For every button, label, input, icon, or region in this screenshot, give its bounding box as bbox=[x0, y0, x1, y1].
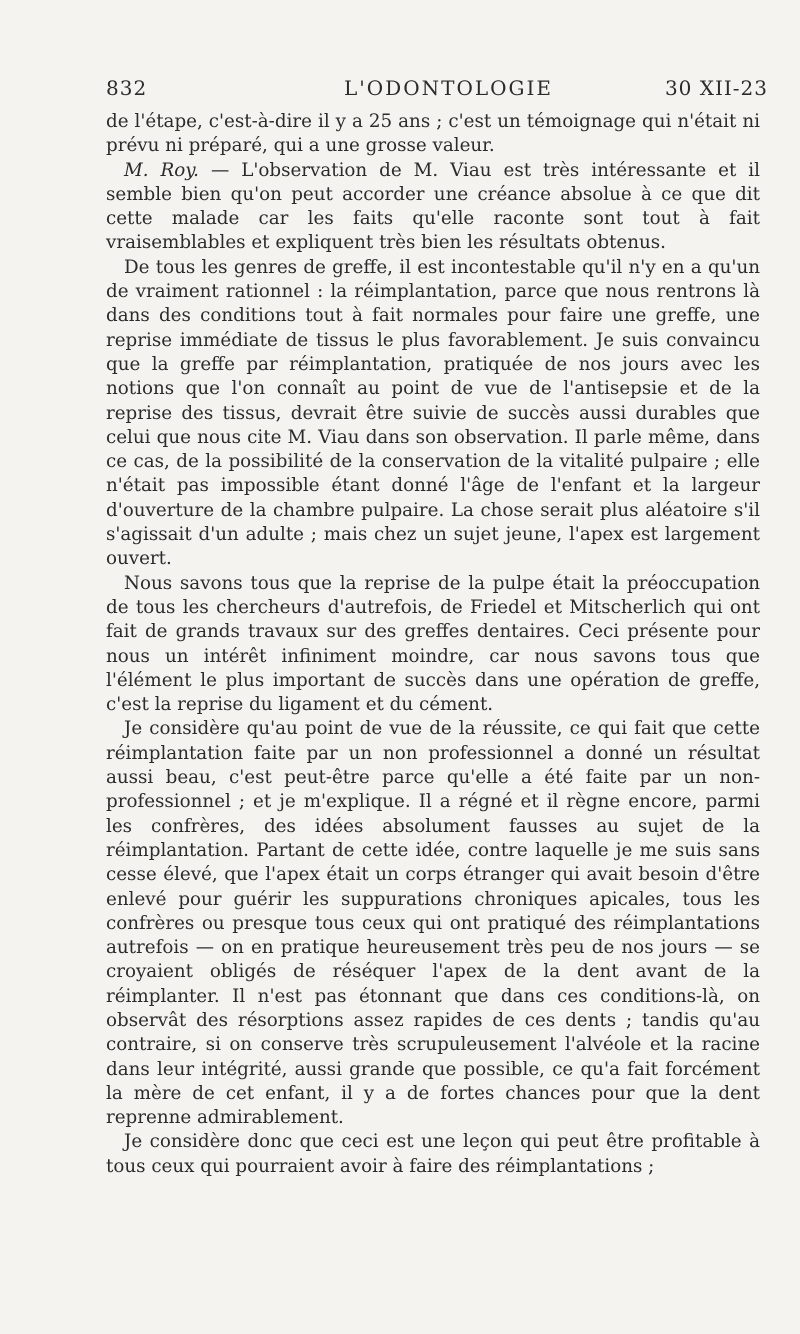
paragraph-text: de l'étape, c'est-à-dire il y a 25 ans ; c'est un témoignage qui n'était ni prévu ni préparé, qui a une grosse valeur. bbox=[106, 111, 760, 157]
paragraph bbox=[106, 110, 760, 159]
paragraph-text: De tous les genres de greffe, il est incontestable qu'il n'y en a qu'un de vraiment rationnel : la réimplantation, parce que nous rentrons là dans des conditions tout à fait normales pour faire une greffe, une reprise immédiate de tissus le plus favorablement. Je suis convaincu que la greffe par réimplantation, pratiquée de nos jours avec les notions que l'on connaît au point de vue de l'antisepsie et de la reprise des tissus, devrait être suivie de succès aussi durables que celui que nous cite M. Viau dans son observation. Il parle même, dans ce cas, de la possibilité de la conservation de la vitalité pulpaire ; elle n'était pas impossible étant donné l'âge de l'enfant et la largeur d'ouverture de la chambre pulpaire. La chose serait plus aléatoire s'il s'agissait d'un adulte ; mais chez un sujet jeune, l'apex est largement ouvert. bbox=[106, 256, 760, 570]
paragraph bbox=[106, 256, 760, 572]
page-number: 832 bbox=[106, 76, 148, 100]
issue-date: 30 XII-23 bbox=[664, 76, 768, 100]
paragraph-text: Je considère qu'au point de vue de la réussite, ce qui fait que cette réimplantation faite par un non professionnel a donné un résultat aussi beau, c'est peut-être parce qu'elle a été faite par un non-professionnel ; et je m'explique. Il a régné et il règne encore, parmi les confrères, des idées absolument fausses au sujet de la réimplantation. Partant de cette idée, contre laquelle je me suis sans cesse élevé, que l'apex était un corps étranger qui avait besoin d'être enlevé pour guérir les suppurations chroniques apicales, tous les confrères ou presque tous ceux qui ont pratiqué des réimplantations autrefois — on en pratique heureusement très peu de nos jours — se croyaient obligés de réséquer l'apex de la dent avant de la réimplanter. Il n'est pas étonnant que dans ces conditions-là, on observât des résorptions assez rapides de ces dents ; tandis qu'au contraire, si on conserve très scrupuleusement l'alvéole et la racine dans leur intégrité, aussi grande que possible, ce qu'a fait forcément la mère de cet enfant, il y a de fortes chances pour que la dent reprenne admirablement. bbox=[106, 718, 760, 1129]
journal-title: L'ODONTOLOGIE bbox=[344, 76, 553, 100]
paragraph-text: Nous savons tous que la reprise de la pulpe était la préoccupation de tous les chercheurs d'autrefois, de Friedel et Mitscherlich qui ont fait de grands travaux sur des greffes dentaires. Ceci présente pour nous un intérêt infiniment moindre, car nous savons tous que l'élément le plus important de succès dans une opération de greffe, c'est la reprise du ligament et du cément. bbox=[106, 572, 760, 716]
paragraph-text: Je considère donc que ceci est une leçon qui peut être profitable à tous ceux qui pourraient avoir à faire des réimplantations ; bbox=[106, 1131, 760, 1177]
paragraph bbox=[106, 1130, 760, 1179]
paragraph-text: — L'observation de M. Viau est très intéressante et il semble bien qu'on peut accorder une créance absolue à ce que dit cette malade car les faits qu'elle raconte sont tout à fait vraisemblables et expliquent très bien les résultats obtenus. bbox=[106, 159, 760, 254]
article-body bbox=[106, 110, 760, 1179]
paragraph bbox=[106, 572, 760, 718]
running-header bbox=[106, 76, 768, 108]
speaker-name: M. Roy. bbox=[124, 159, 199, 181]
paragraph bbox=[106, 159, 760, 256]
paragraph bbox=[106, 717, 760, 1130]
